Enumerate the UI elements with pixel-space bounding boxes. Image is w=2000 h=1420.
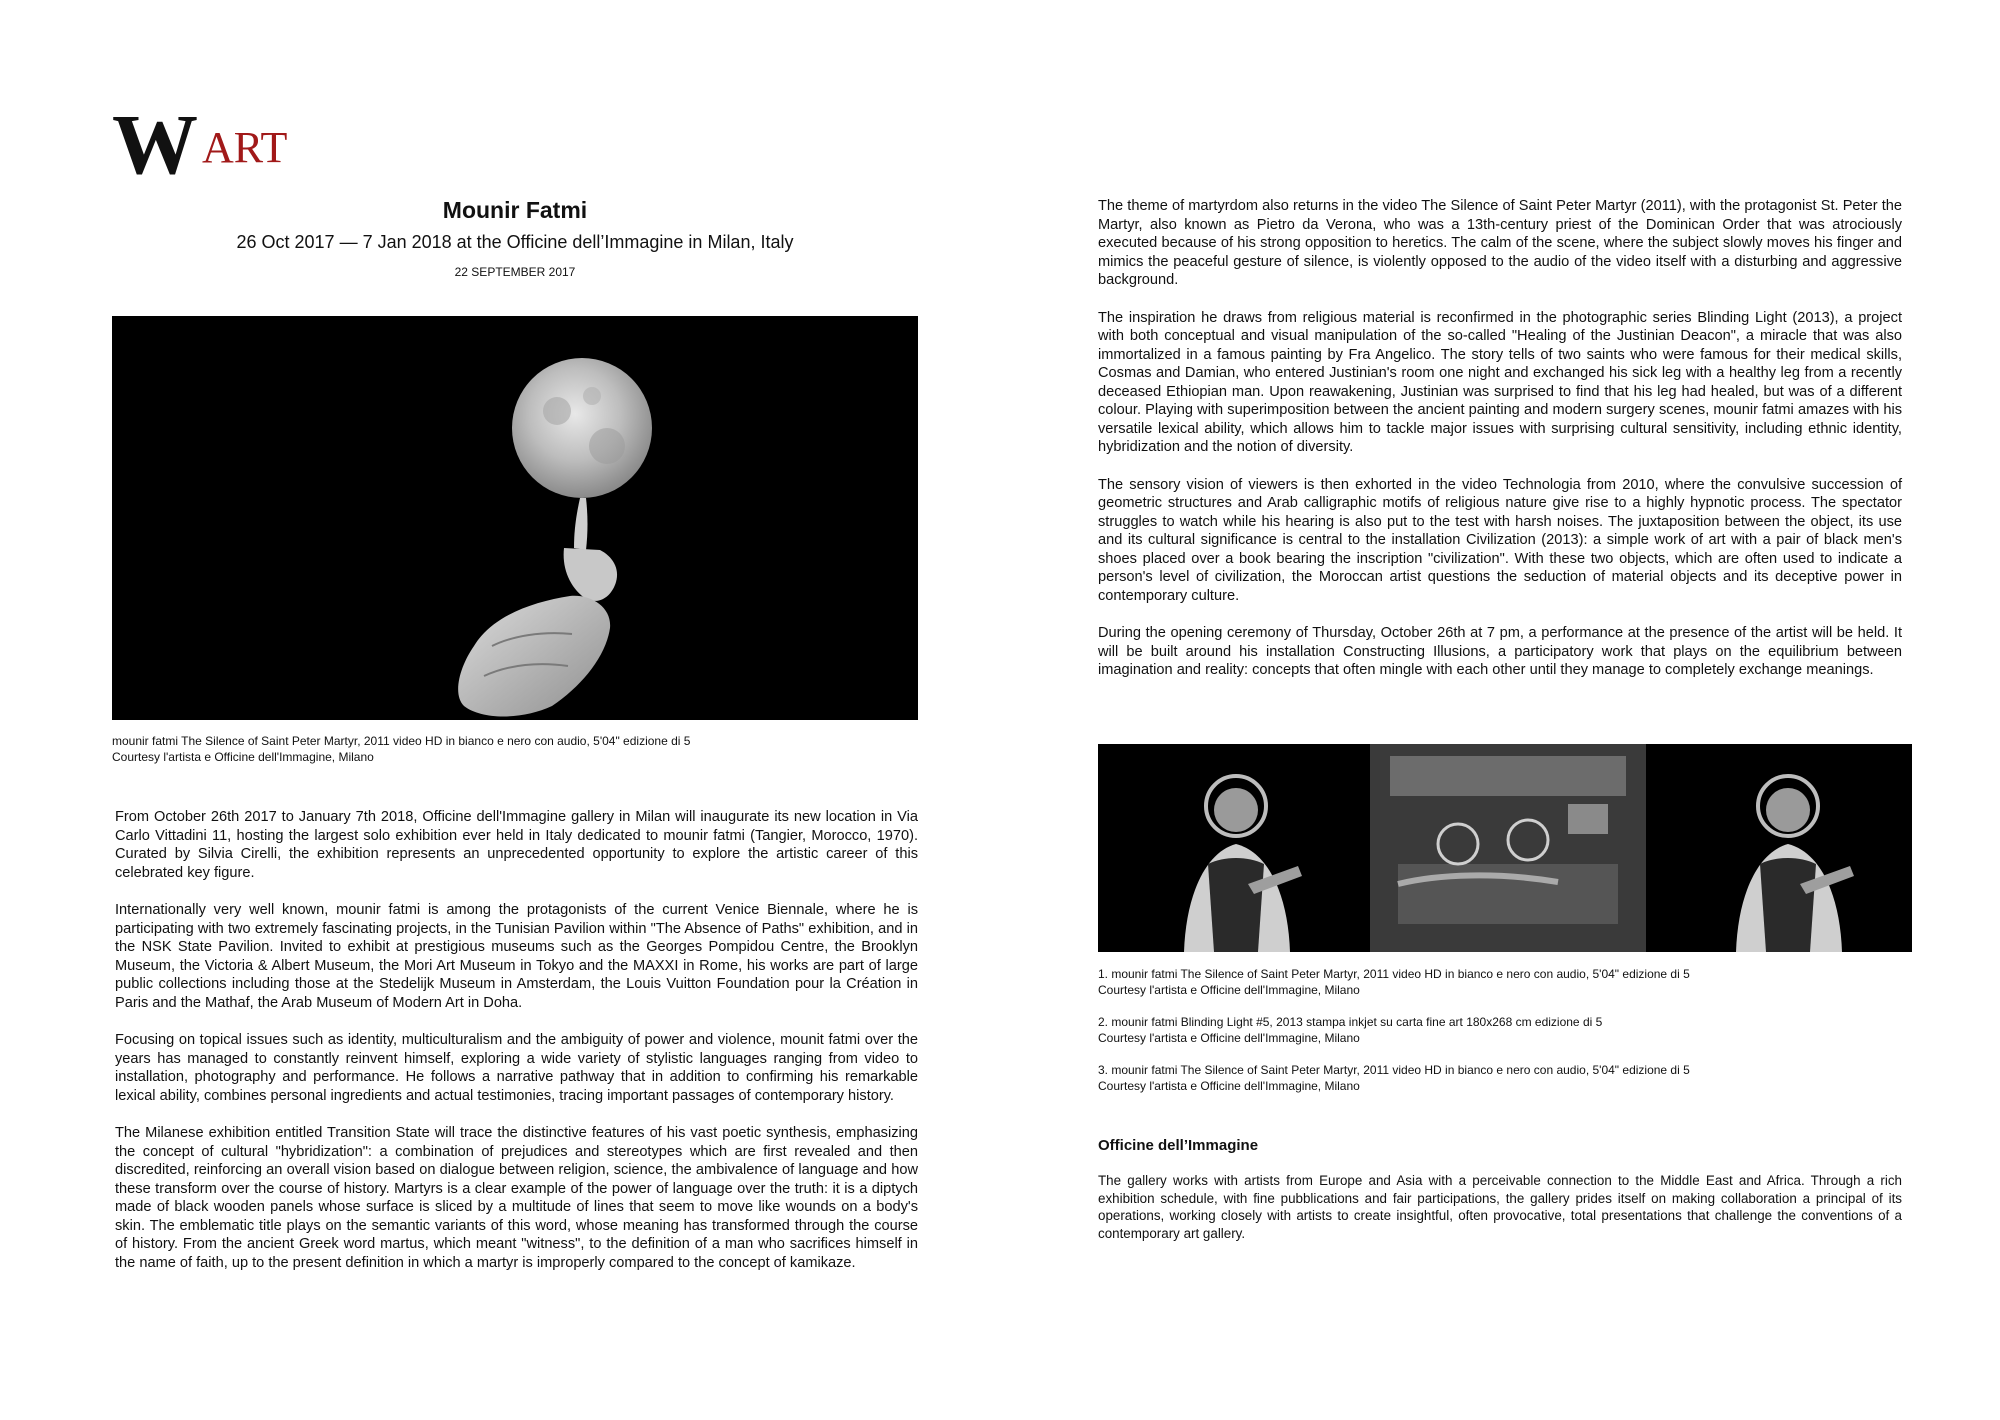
caption-credit: Courtesy l'artista e Officine dell'Immagine, Milano (1098, 983, 1360, 997)
caption-credit: Courtesy l'artista e Officine dell'Immagine, Milano (1098, 1079, 1360, 1093)
right-paragraph: During the opening ceremony of Thursday, October 26th at 7 pm, a performance at the presence of the artist will be held. It will be built around his installation Constructing Illusions, a participatory work that plays on the equilibrium between imagination and reality: concepts that often mingle with each other until they manage to completely exchange meanings. (1098, 625, 1902, 678)
left-paragraph: Internationally very well known, mounir fatmi is among the protagonists of the current Venice Biennale, where he is participating with two extremely fascinating projects, in the Tunisian Pavilion within "The Absence of Paths" exhibition, and in the NSK State Pavilion. Invited to exhibit at prestigious museums such as the Georges Pompidou Centre, the Brooklyn Museum, the Victoria & Albert Museum, the Mori Art Museum in Tokyo and the MAXXI in Rome, his works are part of large public collections including those at the Stedelijk Museum in Amsterdam, the Louis Vuitton Foundation pour la Création in Paris and the Mathaf, the Arab Museum of Modern Art in Doha. (115, 902, 918, 1011)
triptych-captions (1098, 966, 1918, 1110)
main-artwork-image (112, 316, 918, 720)
left-paragraph: Focusing on topical issues such as identity, multiculturalism and the ambiguity of power and violence, mounit fatmi over the years has managed to constantly reinvent himself, exploring a wide variety of stylistic languages ranging from video to installation, photography and performance. He follows a narrative pathway that in addition to confirming his remarkable lexical ability, combines personal ingredients and actual testimonies, tracing important passages of contemporary history. (115, 1032, 918, 1104)
caption-credit: Courtesy l'artista e Officine dell'Immagine, Milano (1098, 1031, 1360, 1045)
right-paragraph: The sensory vision of viewers is then exhorted in the video Technologia from 2010, where the convulsive succession of geometric structures and Arab calligraphic motifs of religious nature give rise to a highly hypnotic process. The spectator struggles to watch while his hearing is also put to the test with harsh noises. The juxtaposition between the object, its use and its cultural significance is central to the installation Civilization (2013): a simple work of art with a pair of black men's shoes placed over a book bearing the inscription "civilization". With these two objects, which are often used to indicate a person's level of civilization, the Moroccan artist questions the seduction of material objects and its deceptive power in contemporary culture. (1098, 476, 1902, 604)
article-date: 22 SEPTEMBER 2017 (454, 265, 576, 279)
triptych-caption-2 (1098, 1014, 1918, 1046)
caption-line: 2. mounir fatmi Blinding Light #5, 2013 stampa inkjet su carta fine art 180x268 cm edizione di 5 (1098, 1015, 1603, 1029)
main-caption-line2: Courtesy l'artista e Officine dell'Immagine, Milano (112, 750, 374, 764)
article-subtitle: 26 Oct 2017 — 7 Jan 2018 at the Officine dell’Immagine in Milan, Italy (236, 232, 794, 252)
gallery-description (1098, 1172, 1902, 1242)
triptych-caption-3 (1098, 1062, 1918, 1094)
right-paragraph: The theme of martyrdom also returns in the video The Silence of Saint Peter Martyr (2011), with the protagonist St. Peter the Martyr, also known as Pietro da Verona, who was a 13th-century priest of the Dominican Order that was atrociously executed because of his strong opposition to heretics. The calm of the scene, where the subject slowly moves his finger and mimics the peaceful gesture of silence, is violently opposed to the audio of the video itself with a disturbing and aggressive background. (1098, 198, 1902, 288)
left-article-body (115, 808, 918, 1291)
w-art-logo (112, 96, 312, 192)
left-paragraph: The Milanese exhibition entitled Transition State will trace the distinctive features of his vast poetic synthesis, emphasizing the concept of cultural "hybridization": a combination of prejudices and stereotypes which are first revealed and then discredited, reinforcing an overall vision based on dialogue between religion, science, the ambivalence of language and how these transform over the course of history. Martyrs is a clear example of the power of language over the truth: it is a diptych made of black wooden panels whose surface is sliced by a multitude of lines that seem to move like wounds on a body's skin. The emblematic title plays on the semantic variants of this word, whose meaning has transformed through the course of history. From the ancient Greek word martus, which meant "witness", to the definition of a man who sacrifices himself in the name of faith, up to the present definition in which a martyr is improperly compared to the concept of kamikaze. (115, 1125, 918, 1271)
left-paragraph: From October 26th 2017 to January 7th 2018, Officine dell'Immagine gallery in Milan will inaugurate its new location in Via Carlo Vittadini 11, hosting the largest solo exhibition ever held in Italy dedicated to mounir fatmi (Tangier, Morocco, 1970). Curated by Silvia Cirelli, the exhibition represents an unprecedented opportunity to explore the artistic career of this celebrated key figure. (115, 809, 918, 881)
triptych-image (1098, 744, 1912, 952)
moon-hand-illustration (112, 316, 918, 720)
article-title: Mounir Fatmi (442, 197, 588, 223)
logo-mark: W (112, 96, 194, 192)
main-image-caption (112, 733, 918, 765)
surgery-scene-middle-panel (1370, 744, 1646, 952)
gallery-paragraph: The gallery works with artists from Europe and Asia with a perceivable connection to the Middle East and Africa. Through a rich exhibition schedule, with fine pubblications and fair participations, the gallery prides itself on making collaboration a principal of its operations, working closely with artists to create insightful, often provocative, total presentations that challenge the conventions of a contemporary art gallery. (1098, 1173, 1902, 1241)
caption-line: 1. mounir fatmi The Silence of Saint Peter Martyr, 2011 video HD in bianco e nero con audio, 5'04" edizione di 5 (1098, 967, 1690, 981)
right-article-body (1098, 197, 1902, 699)
triptych-illustration (1098, 744, 1912, 952)
main-caption-line1: mounir fatmi The Silence of Saint Peter Martyr, 2011 video HD in bianco e nero con audio, 5'04" edizione di 5 (112, 734, 691, 748)
triptych-caption-1 (1098, 966, 1918, 998)
right-paragraph: The inspiration he draws from religious material is reconfirmed in the photographic series Blinding Light (2013), a project with both conceptual and visual manipulation of the so-called "Healing of the Justinian Deacon", a miracle that was also immortalized in a famous painting by Fra Angelico. The story tells of two saints who were famous for their medical skills, Cosmas and Damian, who entered Justinian's room one night and exchanged his sick leg with a healthy leg from a recently deceased Ethiopian man. Upon reawakening, Justinian was surprised to find that his leg had healed, but was of a different colour. Playing with superimposition between the ancient painting and modern surgery scenes, mounir fatmi amazes with his versatile lexical ability, which allows him to tackle major issues with surprising cultural sensitivity, including ethnic identity, hybridization and the notion of diversity. (1098, 309, 1902, 455)
gallery-heading: Officine dell’Immagine (1098, 1137, 1259, 1154)
logo-text: ART (202, 123, 288, 172)
caption-line: 3. mounir fatmi The Silence of Saint Peter Martyr, 2011 video HD in bianco e nero con audio, 5'04" edizione di 5 (1098, 1063, 1690, 1077)
